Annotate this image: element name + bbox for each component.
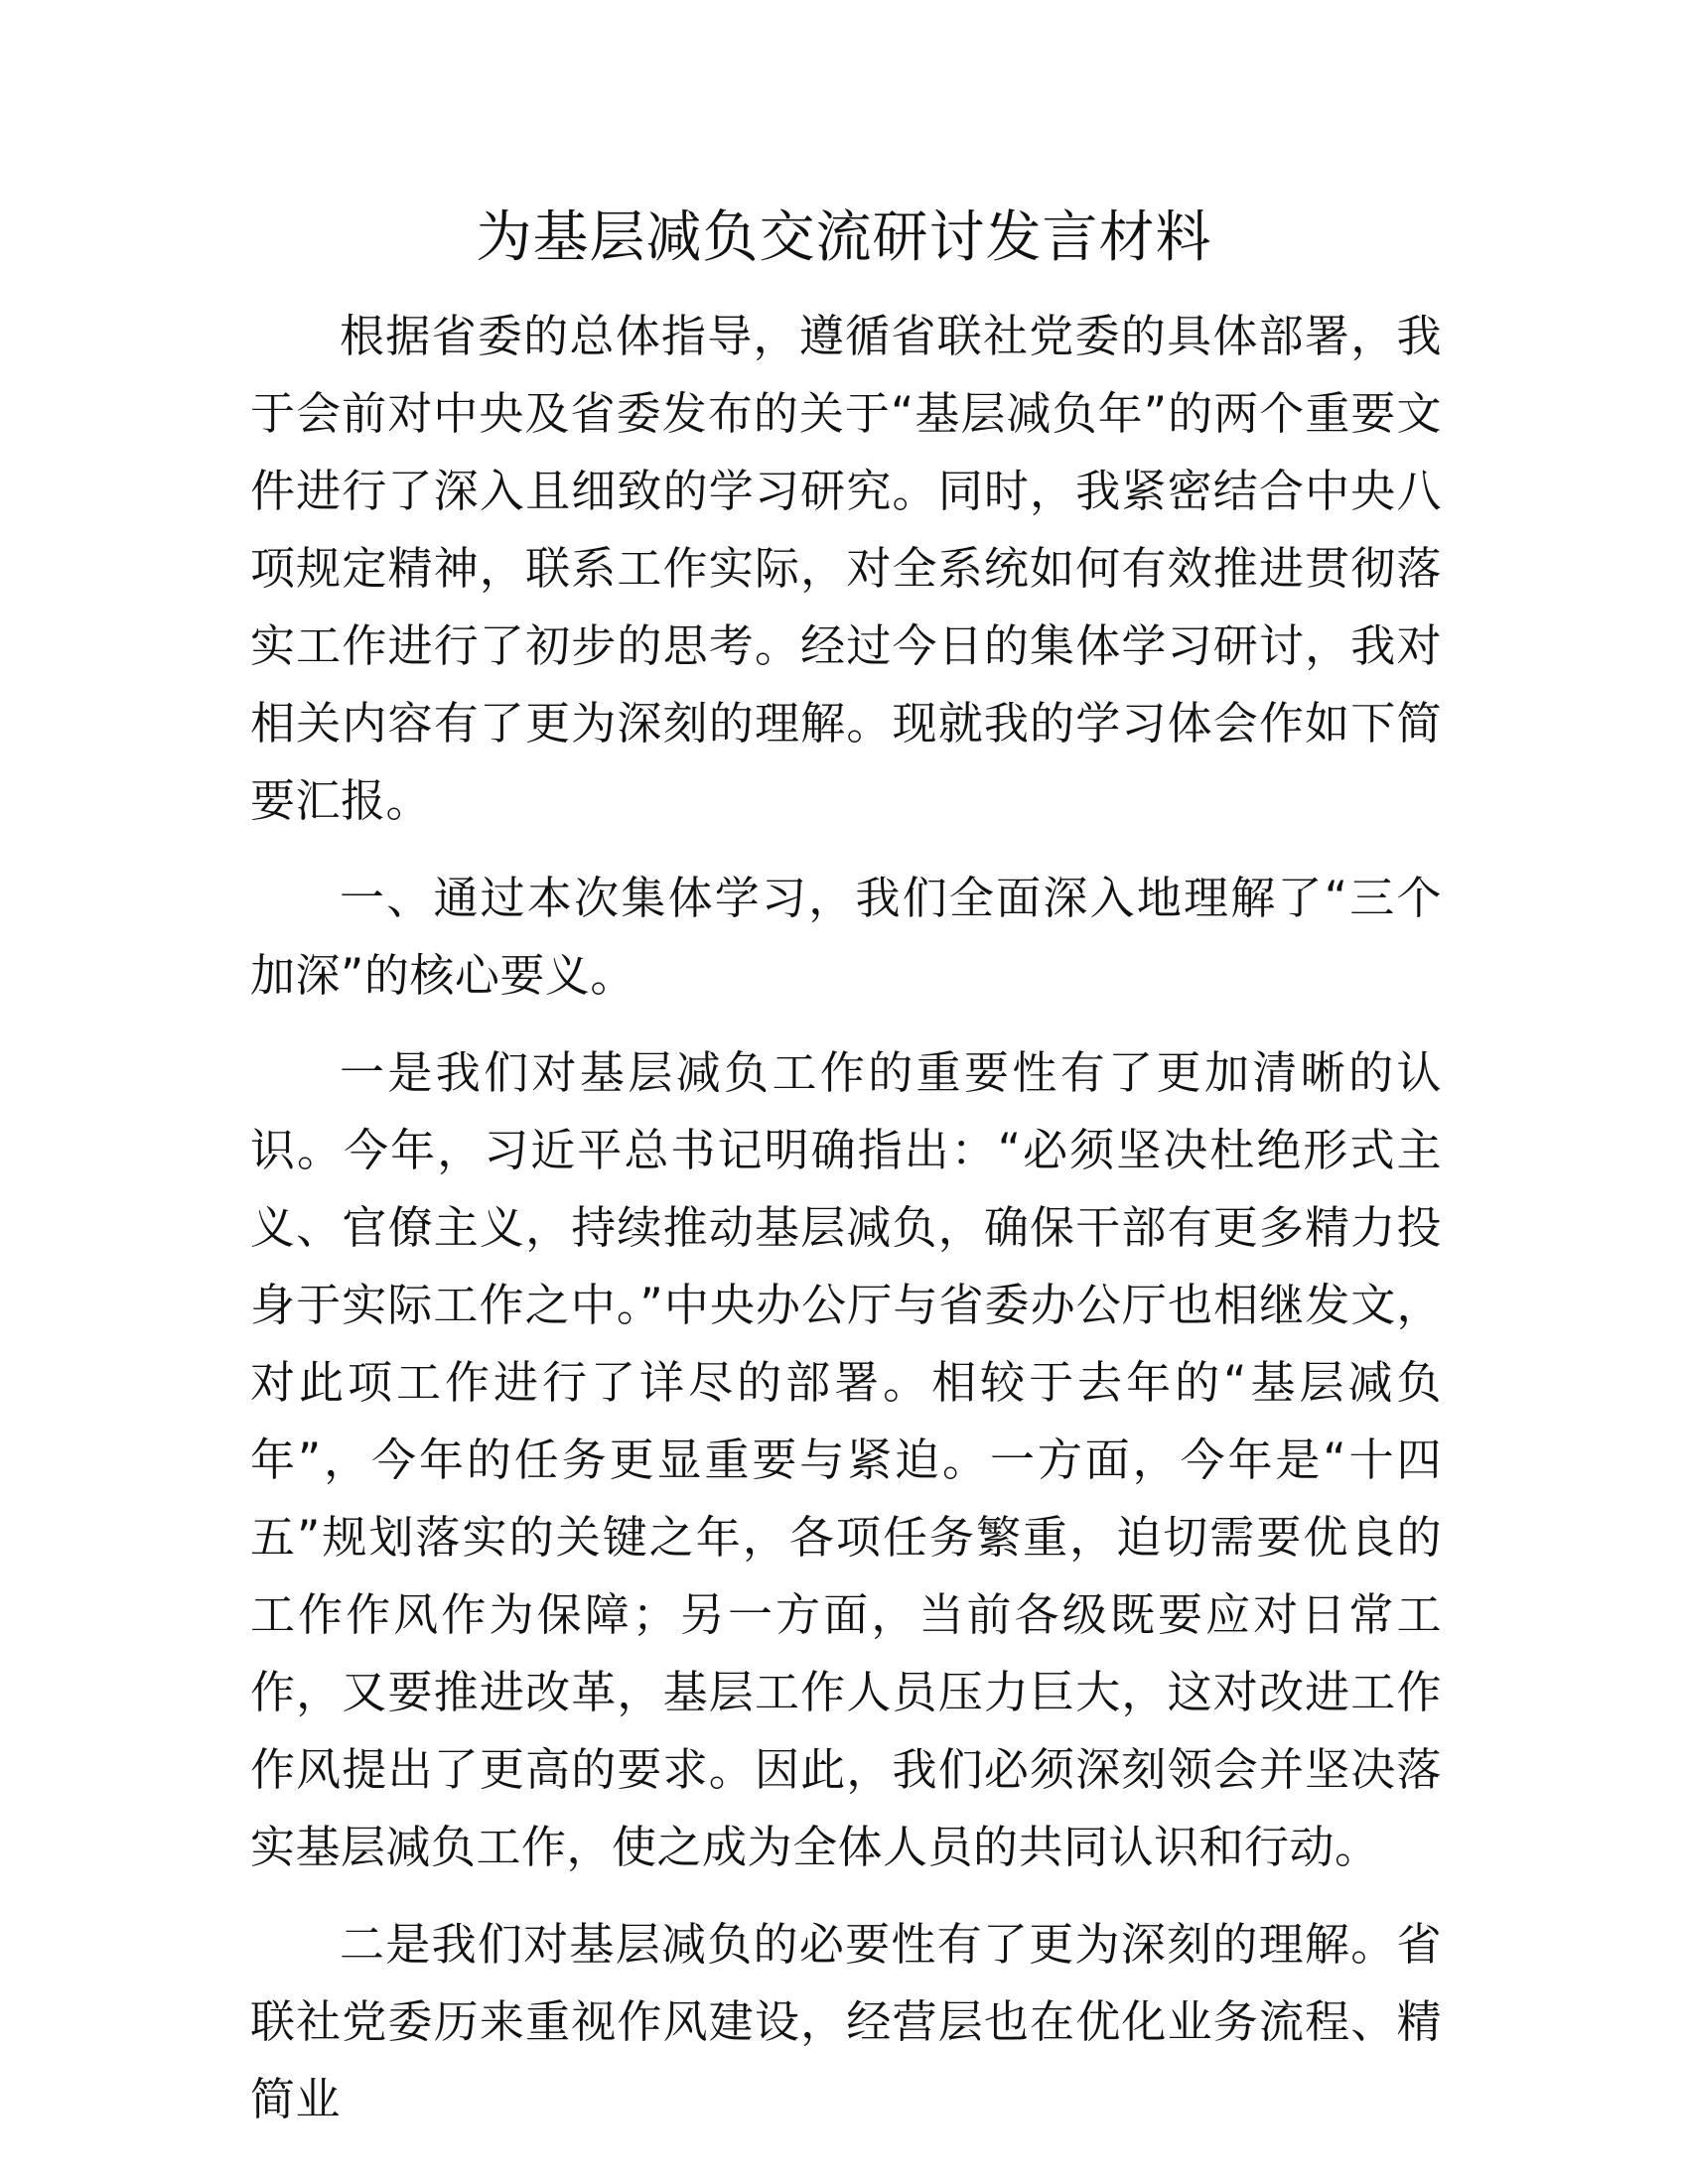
paragraph-section-one-heading: 一、通过本次集体学习，我们全面深入地理解了“三个加深”的核心要义。 <box>250 872 1442 1002</box>
document-title: 为基层减负交流研讨发言材料 <box>476 205 1212 270</box>
paragraph-point-one: 一是我们对基层减负工作的重要性有了更加清晰的认识。今年，习近平总书记明确指出：“必须坚决杜绝形式主义、官僚主义，持续推动基层减负，确保干部有更多精力投身于实际工作之中。”中央办公厅与省委办公厅也相继发文，对此项工作进行了详尽的部署。相较于去年的“基层减负年”，今年的任务更显重要与紧迫。一方面，今年是“十四五”规划落实的关键之年，各项任务繁重，迫切需要优良的工作作风作为保障；另一方面，当前各级既要应对日常工作，又要推进改革，基层工作人员压力巨大，这对改进工作作风提出了更高的要求。因此，我们必须深刻领会并坚决落实基层减负工作，使之成为全体人员的共同认识和行动。 <box>250 1046 1442 1873</box>
paragraph-point-two: 二是我们对基层减负的必要性有了更为深刻的理解。省联社党委历来重视作风建设，经营层也在优化业务流程、精简业 <box>250 1918 1442 2125</box>
paragraph-intro: 根据省委的总体指导，遵循省联社党委的具体部署，我于会前对中央及省委发布的关于“基层减负年”的两个重要文件进行了深入且细致的学习研究。同时，我紧密结合中央八项规定精神，联系工作实际，对全系统如何有效推进贯彻落实工作进行了初步的思考。经过今日的集体学习研讨，我对相关内容有了更为深刻的理解。现就我的学习体会作如下简要汇报。 <box>250 310 1442 827</box>
document-body <box>250 298 1442 2158</box>
